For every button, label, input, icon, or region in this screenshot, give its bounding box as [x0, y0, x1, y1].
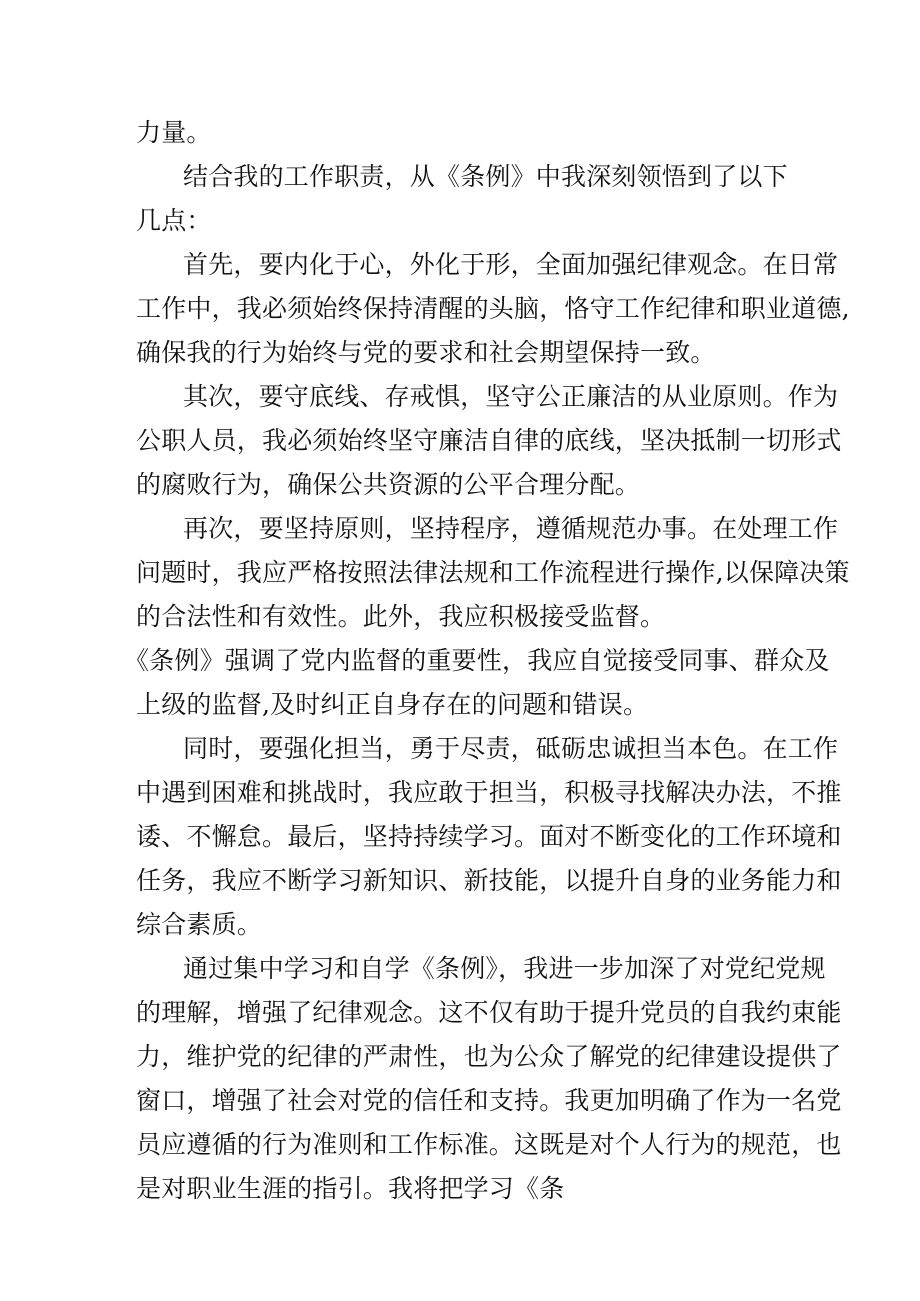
text-line: 工作中，我必须始终保持清醒的头脑，恪守工作纪律和职业道德, [136, 294, 850, 323]
text-line: 结合我的工作职责，从《条例》中我深刻领悟到了以下 [183, 162, 788, 191]
text-line: 的腐败行为，确保公共资源的公平合理分配。 [136, 470, 641, 499]
text-line: 问题时，我应严格按照法律法规和工作流程进行操作,以保障决策 [136, 558, 850, 587]
text-line: 综合素质。 [136, 910, 263, 939]
text-line: 是对职业生涯的指引。我将把学习《条 [136, 1174, 565, 1203]
text-line: 公职人员，我必须始终坚守廉洁自律的底线，坚决抵制一切形式 [136, 426, 842, 455]
text-line: 窗口，增强了社会对党的信任和支持。我更加明确了作为一名党 [136, 1086, 842, 1115]
text-line: 上级的监督,及时纠正自身存在的问题和错误。 [136, 690, 649, 719]
text-line: 几点： [136, 206, 212, 235]
text-line: 其次，要守底线、存戒惧，坚守公正廉洁的从业原则。作为 [183, 382, 839, 411]
text-line: 《条例》强调了党内监督的重要性，我应自觉接受同事、群众及 [124, 646, 830, 675]
text-line: 的合法性和有效性。此外，我应积极接受监督。 [136, 602, 666, 631]
text-line: 诿、不懈怠。最后，坚持持续学习。面对不断变化的工作环境和 [136, 822, 842, 851]
text-line: 中遇到困难和挑战时，我应敢于担当，积极寻找解决办法，不推 [136, 778, 842, 807]
text-line: 同时，要强化担当，勇于尽责，砥砺忠诚担当本色。在工作 [183, 734, 839, 763]
text-line: 员应遵循的行为准则和工作标准。这既是对个人行为的规范，也 [136, 1130, 842, 1159]
text-line: 通过集中学习和自学《条例》，我进一步加深了对党纪党规 [183, 954, 826, 983]
text-line: 再次，要坚持原则，坚持程序，遵循规范办事。在处理工作 [183, 514, 839, 543]
text-line: 首先，要内化于心，外化于形，全面加强纪律观念。在日常 [183, 250, 839, 279]
text-line: 确保我的行为始终与党的要求和社会期望保持一致。 [136, 338, 716, 367]
text-line: 任务，我应不断学习新知识、新技能，以提升自身的业务能力和 [136, 866, 842, 895]
text-line: 力量。 [136, 118, 212, 147]
text-line: 的理解，增强了纪律观念。这不仅有助于提升党员的自我约束能 [136, 998, 842, 1027]
text-line: 力，维护党的纪律的严肃性，也为公众了解党的纪律建设提供了 [136, 1042, 842, 1071]
